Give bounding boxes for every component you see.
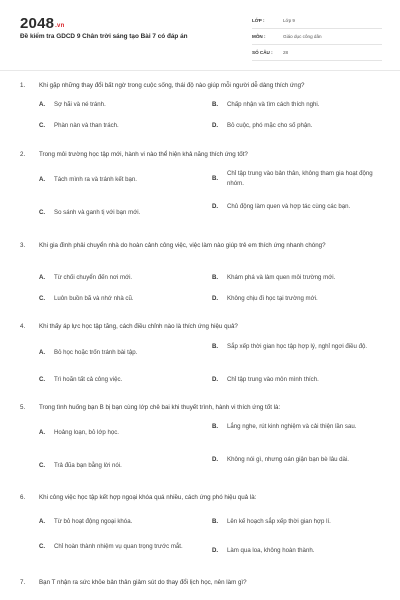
option-text: Hoảng loạn, bỏ lớp học. (54, 429, 119, 436)
question-number: 7. (20, 579, 26, 586)
option-text: Luôn buồn bã và nhớ nhà cũ. (54, 295, 134, 302)
answer-option[interactable] (212, 294, 382, 304)
answer-option[interactable] (39, 517, 204, 527)
option-letter: A. (39, 101, 46, 108)
logo-text: 2048 (20, 15, 55, 32)
option-letter: C. (39, 543, 46, 550)
option-text: Không nói gì, nhưng oán giận bạn bè lâu dài. (227, 456, 349, 463)
meta-row-subject (252, 29, 382, 45)
question-text: Trong tình huống bạn B bị bạn cùng lớp chê bai khi thuyết trình, hành vi thích ứng tốt là: (39, 404, 281, 411)
option-text: Chủ động làm quen và hợp tác cùng các bạn. (227, 203, 351, 210)
option-letter: A. (39, 518, 46, 525)
option-letter: A. (39, 274, 46, 281)
meta-value: Giáo dục công dân (283, 34, 322, 39)
header-divider (0, 70, 400, 71)
question-number: 2. (20, 151, 26, 158)
meta-key: SỐ CÂU : (252, 50, 273, 55)
option-text: Khám phá và làm quen môi trường mới. (227, 274, 336, 281)
answer-option[interactable] (212, 422, 382, 432)
option-text: Lắng nghe, rút kinh nghiệm và cải thiện lần sau. (227, 423, 357, 430)
logo-suffix: .vn (55, 23, 65, 29)
answer-option[interactable] (39, 175, 204, 185)
option-text: Chỉ tập trung vào môn mình thích. (227, 376, 319, 383)
option-text: Bỏ học hoặc trốn tránh bài tập. (54, 349, 138, 356)
question-text: Khi gặp những thay đổi bất ngờ trong cuộc sống, thái độ nào giúp mỗi người dễ dàng thích ứng? (39, 82, 305, 89)
option-text: Sợ hãi và né tránh. (54, 101, 106, 108)
answer-option[interactable] (39, 348, 204, 358)
answer-option[interactable] (212, 455, 382, 465)
option-letter: B. (212, 174, 219, 182)
option-letter: B. (212, 518, 219, 525)
option-text: So sánh và ganh tị với bạn mới. (54, 209, 141, 216)
option-letter: D. (212, 295, 219, 302)
option-text: Chấp nhận và tìm cách thích nghi. (227, 101, 320, 108)
question-6 (20, 492, 382, 503)
question-4 (20, 321, 382, 332)
answer-option[interactable] (39, 375, 204, 385)
question-1 (20, 80, 382, 91)
answer-option[interactable] (39, 100, 204, 110)
option-letter: C. (39, 376, 46, 383)
answer-option[interactable] (39, 121, 204, 131)
question-text: Khi công việc học tập kết hợp ngoại khóa quá nhiều, cách ứng phó hiệu quả là: (39, 494, 257, 501)
option-letter: D. (212, 547, 219, 554)
question-number: 3. (20, 242, 26, 249)
page-title: Đề kiểm tra GDCD 9 Chân trời sáng tạo Bài 7 có đáp án (20, 33, 188, 40)
option-letter: C. (39, 209, 46, 216)
answer-option[interactable] (39, 208, 204, 218)
option-text: Tách mình ra và tránh kết bạn. (54, 176, 137, 183)
option-letter: C. (39, 122, 46, 129)
meta-table (252, 13, 382, 61)
site-logo[interactable] (20, 15, 64, 32)
meta-value: Lớp 9 (283, 18, 295, 23)
answer-option[interactable] (39, 428, 204, 438)
option-letter: B. (212, 423, 219, 430)
option-letter: B. (212, 343, 219, 350)
option-letter: A. (39, 349, 46, 356)
answer-option[interactable] (212, 202, 382, 212)
option-letter: A. (39, 429, 46, 436)
answer-option[interactable] (39, 461, 204, 471)
option-text: Sắp xếp thời gian học tập hợp lý, nghỉ ngơi điều độ. (227, 343, 368, 350)
option-text: Làm qua loa, không hoàn thành. (227, 547, 315, 554)
answer-option[interactable] (212, 546, 382, 556)
option-letter: A. (39, 176, 46, 183)
question-text: Bạn T nhận ra sức khỏe bản thân giảm sút do thay đổi lịch học, nên làm gì? (39, 579, 247, 586)
question-number: 1. (20, 82, 26, 89)
option-letter: D. (212, 376, 219, 383)
option-letter: D. (212, 203, 219, 210)
answer-option[interactable] (212, 517, 382, 527)
option-text: Từ chối chuyển đến nơi mới. (54, 274, 133, 281)
answer-option[interactable] (212, 121, 382, 131)
option-letter: C. (39, 295, 46, 302)
option-text: Không chịu đi học tại trường mới. (227, 295, 318, 302)
option-letter: D. (212, 456, 219, 463)
question-number: 4. (20, 323, 26, 330)
answer-option[interactable] (212, 100, 382, 110)
meta-row-question-count (252, 45, 382, 61)
question-5 (20, 402, 382, 413)
option-text: Phàn nàn và than trách. (54, 122, 119, 129)
option-text: Trì hoãn tất cả công việc. (54, 376, 123, 383)
option-letter: D. (212, 122, 219, 129)
answer-option[interactable] (212, 273, 382, 283)
question-3 (20, 240, 382, 251)
option-text: Trả đũa bạn bằng lời nói. (54, 462, 122, 469)
option-letter: B. (212, 101, 219, 108)
question-number: 5. (20, 404, 26, 411)
question-text: Khi gia đình phải chuyển nhà do hoàn cảnh công việc, việc làm nào giúp trẻ em thích ứng nhanh chóng? (39, 242, 326, 249)
option-text: Chỉ tập trung vào bản thân, không tham gia hoạt động nhóm. (227, 170, 373, 187)
answer-option[interactable] (39, 273, 204, 283)
document-header (0, 0, 400, 68)
question-7 (20, 577, 382, 588)
option-text: Từ bỏ hoạt động ngoại khóa. (54, 518, 133, 525)
question-2 (20, 149, 382, 160)
option-text: Chỉ hoàn thành nhiệm vụ quan trọng trước mắt. (54, 543, 183, 550)
answer-option[interactable] (212, 375, 382, 385)
question-text: Khi thấy áp lực học tập tăng, cách điều chỉnh nào là thích ứng hiệu quả? (39, 323, 238, 330)
option-letter: C. (39, 462, 46, 469)
meta-key: LỚP : (252, 18, 265, 23)
answer-option[interactable] (212, 342, 382, 352)
option-text: Bỏ cuộc, phó mặc cho số phận. (227, 122, 313, 129)
meta-value: 28 (283, 50, 289, 55)
question-text: Trong môi trường học tập mới, hành vi nào thể hiện khả năng thích ứng tốt? (39, 151, 248, 158)
answer-option[interactable] (39, 294, 204, 304)
question-number: 6. (20, 494, 26, 501)
answer-option[interactable] (212, 169, 382, 188)
meta-row-class (252, 13, 382, 29)
answer-option[interactable] (39, 542, 204, 552)
meta-key: MÔN : (252, 34, 266, 39)
option-text: Lên kế hoạch sắp xếp thời gian hợp lí. (227, 518, 331, 525)
option-letter: B. (212, 274, 219, 281)
